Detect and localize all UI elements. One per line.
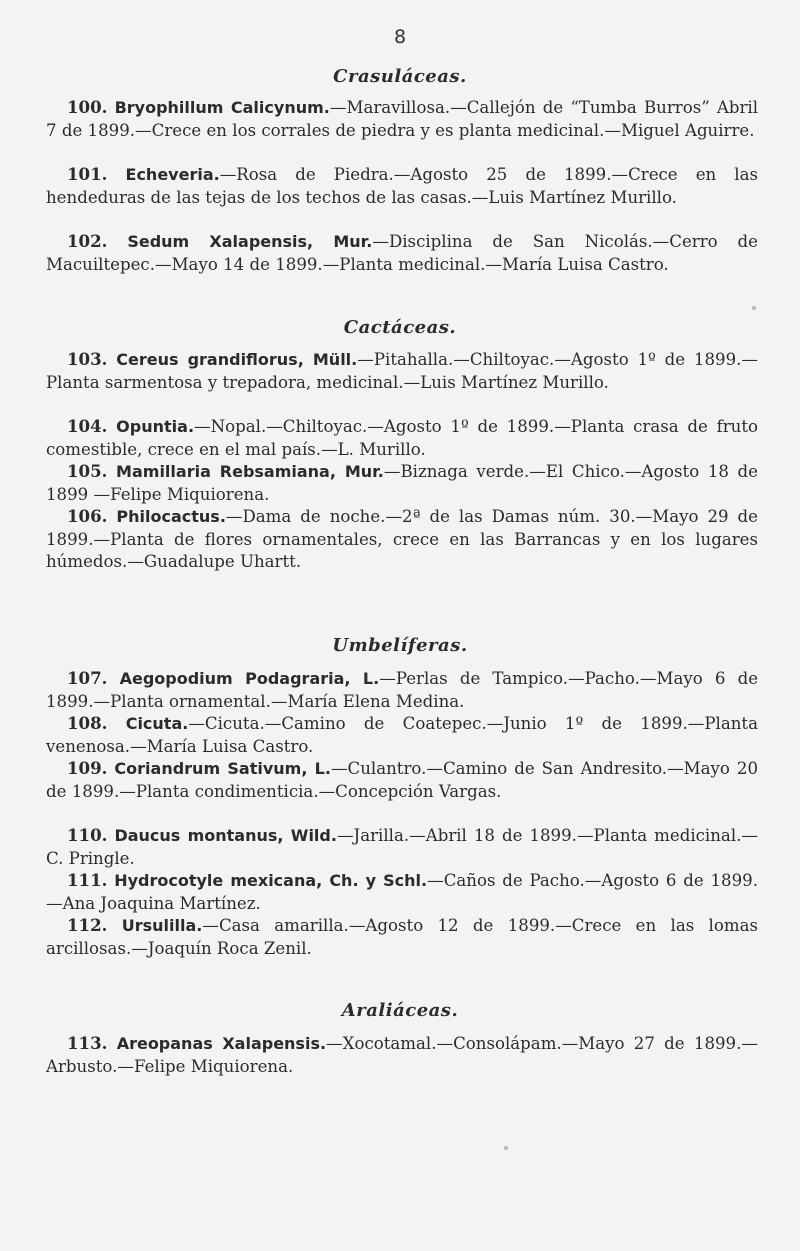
section-title-araliaceas: Araliáceas. [341,1000,459,1021]
entry-text: —Perlas de Tampico.—Pacho.—Mayo 6 de 1899.—Planta ornamental.—María Elena Medina. [46,669,759,711]
species-name: Hydrocotyle mexicana, Ch. y Schl. [114,871,428,890]
entry-number: 102. [67,231,108,251]
species-name: Coriandrum Sativum, L. [114,759,331,778]
entry-101 [46,163,758,209]
entry-number: 105. [67,461,108,481]
entry-text: —Rosa de Piedra.—Agosto 25 de 1899.—Crece en las hendeduras de las tejas de los techos de las casas.—Luis Martínez Murillo. [46,165,759,207]
species-name: Philocactus. [116,507,226,526]
species-name: Cereus grandiflorus, Müll. [116,350,358,369]
species-name: Cicuta. [125,714,189,733]
entry-number: 107. [67,668,108,688]
entry-number: 113. [67,1033,108,1053]
species-name: Opuntia. [116,417,195,436]
species-name: Ursulilla. [121,916,203,935]
section-title-umbeliferas: Umbelíferas. [332,635,468,656]
entry-text: —Caños de Pacho.—Agosto 6 de 1899.—Ana Joaquina Martínez. [46,871,758,913]
entry-111 [46,869,758,915]
entry-108 [46,712,758,758]
entry-100 [46,96,758,142]
entry-number: 108. [67,713,108,733]
species-name: Aegopodium Podagraria, L. [119,669,380,688]
entry-number: 109. [67,758,108,778]
section-title-cactaceas: Cactáceas. [343,317,457,338]
species-name: Daucus montanus, Wild. [114,826,337,845]
entry-number: 103. [67,349,108,369]
entry-number: 101. [67,164,108,184]
entry-113 [46,1032,758,1078]
entry-text: —Nopal.—Chiltoyac.—Agosto 1º de 1899.—Planta crasa de fruto comestible, crece en el mal país.—L. Murillo. [46,417,759,459]
entry-number: 104. [67,416,108,436]
entry-109 [46,757,758,803]
print-speck [504,1146,508,1150]
entry-103 [46,348,758,394]
entry-102 [46,230,758,276]
entry-text: —Biznaga verde.—El Chico.—Agosto 18 de 1899 —Felipe Miquiorena. [46,462,758,504]
entry-text: —Dama de noche.—2ª de las Damas núm. 30.—Mayo 29 de 1899.—Planta de flores ornamentales, crece en las Barrancas y en los lugares húmedos.—Guadalupe Uhartt. [46,507,758,571]
entry-105 [46,460,758,506]
entry-text: —Jarilla.—Abril 18 de 1899.—Planta medicinal.—C. Pringle. [46,826,758,868]
entry-text: —Pitahalla.—Chiltoyac.—Agosto 1º de 1899.—Planta sarmentosa y trepadora, medicinal.—Luis Martínez Murillo. [46,350,758,392]
species-name: Sedum Xalapensis, Mur. [127,232,373,251]
entry-107 [46,667,758,713]
section-title-crasulaceas: Crasuláceas. [333,66,467,87]
species-name: Echeveria. [125,165,220,184]
page-number: 8 [393,26,407,48]
entry-number: 106. [67,506,108,526]
entry-text: —Cicuta.—Camino de Coatepec.—Junio 1º de 1899.—Planta venenosa.—María Luisa Castro. [46,714,758,756]
entry-106 [46,505,758,574]
print-speck [752,306,756,310]
entry-number: 100. [67,97,108,117]
entry-text: —Xocotamal.—Consolápam.—Mayo 27 de 1899.—Arbusto.—Felipe Miquiorena. [46,1034,758,1076]
species-name: Areopanas Xalapensis. [116,1034,327,1053]
entry-104 [46,415,758,461]
species-name: Mamillaria Rebsamiana, Mur. [116,462,384,481]
entry-text: —Casa amarilla.—Agosto 12 de 1899.—Crece en las lomas arcillosas.—Joaquín Roca Zenil. [46,916,758,958]
entry-112 [46,914,758,960]
entry-text: —Maravillosa.—Callejón de “Tumba Burros” Abril 7 de 1899.—Crece en los corrales de piedra y es planta medicinal.—Miguel Aguirre. [46,98,758,140]
entry-text: —Disciplina de San Nicolás.—Cerro de Macuiltepec.—Mayo 14 de 1899.—Planta medicinal.—María Luisa Castro. [46,232,758,274]
species-name: Bryophillum Calicynum. [114,98,330,117]
entry-number: 111. [67,870,108,890]
entry-number: 110. [67,825,108,845]
entry-number: 112. [67,915,108,935]
entry-110 [46,824,758,870]
entry-text: —Culantro.—Camino de San Andresito.—Mayo 20 de 1899.—Planta condimenticia.—Concepción Vargas. [46,759,759,801]
